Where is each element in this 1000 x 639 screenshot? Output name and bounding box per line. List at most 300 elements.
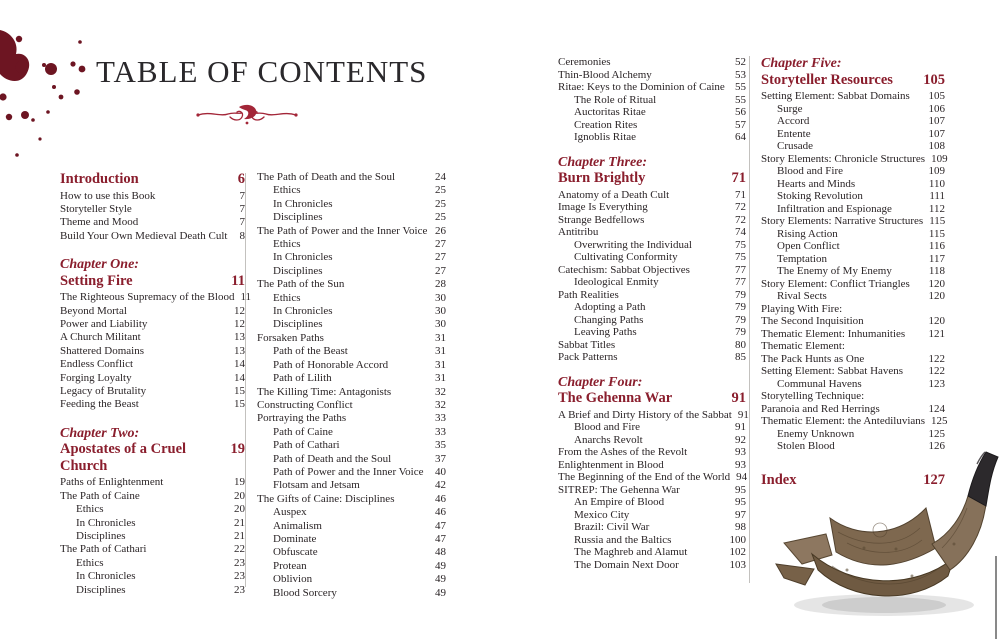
toc-entry-page: 111 bbox=[929, 190, 945, 202]
toc-entry-page: 79 bbox=[735, 288, 746, 301]
toc-chapter-title-row bbox=[60, 441, 245, 474]
toc-entry bbox=[60, 216, 245, 229]
toc-entry bbox=[558, 264, 746, 277]
toc-entry bbox=[257, 305, 446, 318]
toc-entry-label: Ethics bbox=[273, 238, 301, 251]
toc-entry-page: 110 bbox=[928, 177, 945, 190]
toc-entry-label: Rising Action bbox=[777, 227, 838, 240]
toc-chapter-title: Setting Fire bbox=[60, 272, 133, 289]
toc-entry-page: 19 bbox=[234, 476, 245, 489]
toc-entry bbox=[60, 398, 245, 411]
toc-entry-label: The Gifts of Caine: Disciplines bbox=[257, 492, 395, 505]
toc-entry-label: Ethics bbox=[76, 556, 104, 569]
toc-entry bbox=[761, 378, 945, 391]
toc-entry-page: 95 bbox=[735, 496, 746, 508]
toc-entry bbox=[257, 520, 446, 533]
toc-entry-page: 74 bbox=[735, 226, 746, 238]
toc-entry-label: An Empire of Blood bbox=[574, 496, 665, 508]
toc-entry-label: Storyteller Style bbox=[60, 202, 132, 215]
toc-entry-label: The Righteous Supremacy of the Blood bbox=[60, 291, 235, 304]
toc-entry-label: Overwriting the Individual bbox=[574, 238, 692, 251]
toc-entry-label: Legacy of Brutality bbox=[60, 384, 147, 397]
toc-chapter-heading bbox=[761, 56, 945, 88]
toc-entry-page: 47 bbox=[435, 519, 446, 532]
toc-chapter-kicker: Chapter Five: bbox=[761, 56, 842, 71]
toc-entry bbox=[257, 251, 446, 264]
toc-entry bbox=[558, 106, 746, 119]
toc-entry bbox=[558, 421, 746, 434]
toc-entry bbox=[257, 332, 446, 345]
toc-entry-page: 107 bbox=[928, 127, 945, 140]
toc-entry-label: Open Conflict bbox=[777, 240, 840, 252]
toc-entry-page: 30 bbox=[435, 291, 446, 304]
toc-entry-label: Setting Element: Sabbat Domains bbox=[761, 90, 910, 102]
toc-entry bbox=[257, 171, 446, 184]
toc-entry-page: 71 bbox=[735, 188, 746, 201]
toc-column-4 bbox=[761, 56, 948, 490]
toc-entry bbox=[558, 289, 746, 302]
toc-entry-page: 25 bbox=[435, 211, 446, 224]
toc-entry-page: 14 bbox=[234, 358, 245, 371]
toc-entry-page: 46 bbox=[435, 506, 446, 519]
toc-entry-label: Flotsam and Jetsam bbox=[273, 479, 360, 492]
toc-entry bbox=[558, 534, 746, 547]
flourish-ornament bbox=[194, 101, 300, 132]
toc-entry-page: 115 bbox=[929, 215, 946, 227]
column-divider-left-page bbox=[245, 173, 246, 587]
toc-entry-label: Enlightenment in Blood bbox=[558, 458, 664, 471]
toc-entry bbox=[761, 190, 945, 203]
toc-entry-label: Communal Havens bbox=[777, 377, 862, 390]
toc-entry-label: Story Elements: Narrative Structures bbox=[761, 215, 924, 227]
toc-entry bbox=[761, 128, 945, 141]
toc-entry bbox=[257, 533, 446, 546]
toc-entry bbox=[558, 351, 746, 364]
toc-entry-label: In Chronicles bbox=[273, 305, 333, 318]
toc-chapter-page: 105 bbox=[923, 71, 945, 88]
toc-entry-page: 7 bbox=[239, 216, 245, 229]
toc-entry bbox=[257, 399, 446, 412]
toc-entry bbox=[761, 90, 945, 103]
toc-chapter-title: Storyteller Resources bbox=[761, 71, 893, 88]
toc-entry bbox=[761, 165, 945, 178]
toc-entry-label: In Chronicles bbox=[76, 516, 136, 529]
toc-entry bbox=[257, 573, 446, 586]
toc-entry-label: Leaving Paths bbox=[574, 326, 637, 338]
toc-entry bbox=[257, 439, 446, 452]
toc-entry bbox=[558, 546, 746, 559]
toc-entry-label: Ethics bbox=[76, 503, 104, 516]
toc-entry-page: 94 bbox=[736, 471, 748, 483]
toc-entry bbox=[257, 546, 446, 559]
toc-entry-page: 80 bbox=[735, 338, 746, 351]
broken-horn-image bbox=[772, 448, 1000, 628]
toc-entry-label: Disciplines bbox=[76, 529, 126, 542]
toc-entry bbox=[558, 484, 746, 497]
toc-entry-page: 15 bbox=[234, 384, 245, 397]
toc-entry-label: Brazil: Civil War bbox=[574, 521, 650, 533]
toc-entry-page: 23 bbox=[234, 556, 245, 569]
toc-entry-label: How to use this Book bbox=[60, 189, 156, 202]
toc-entry-page: 103 bbox=[729, 558, 746, 571]
toc-entry-page: 20 bbox=[234, 489, 245, 502]
toc-entry-page: 31 bbox=[435, 345, 446, 358]
toc-entry-label: In Chronicles bbox=[273, 197, 333, 210]
toc-entry-page: 25 bbox=[435, 197, 446, 210]
toc-entry bbox=[558, 301, 746, 314]
toc-entry-label: Blood and Fire bbox=[574, 421, 640, 433]
toc-entry-page: 20 bbox=[234, 503, 245, 516]
toc-entry-label: Pack Patterns bbox=[558, 351, 618, 363]
toc-entry-page: 126 bbox=[928, 440, 945, 452]
toc-entry-page: 33 bbox=[435, 425, 446, 438]
toc-entry-label: Auctoritas Ritae bbox=[574, 106, 646, 118]
toc-entry-page: 15 bbox=[234, 398, 245, 411]
toc-entry bbox=[60, 190, 245, 203]
toc-entry-label: The Role of Ritual bbox=[574, 93, 657, 106]
toc-entry-label: Animalism bbox=[273, 519, 322, 532]
toc-entry-label: Theme and Mood bbox=[60, 216, 139, 229]
toc-entry-page: 72 bbox=[735, 213, 746, 226]
toc-entry-label: Image Is Everything bbox=[558, 201, 648, 213]
toc-entry bbox=[257, 560, 446, 573]
toc-entry-label: Ceremonies bbox=[558, 56, 611, 68]
toc-entry-label: Rival Sects bbox=[777, 290, 827, 302]
toc-entry-label: The Second Inquisition bbox=[761, 315, 864, 327]
toc-entry-page: 115 bbox=[928, 227, 945, 240]
page-title: TABLE OF CONTENTS bbox=[96, 54, 428, 89]
toc-entry-label: Stolen Blood bbox=[777, 440, 835, 452]
toc-entry-label: The Killing Time: Antagonists bbox=[257, 385, 392, 398]
toc-entry-label: The Path of Power and the Inner Voice bbox=[257, 224, 428, 237]
toc-entry-page: 108 bbox=[928, 140, 945, 152]
toc-entry-page: 91 bbox=[735, 421, 746, 433]
toc-section-gap bbox=[60, 243, 245, 257]
toc-entry-label: Endless Conflict bbox=[60, 358, 134, 371]
toc-entry-page: 7 bbox=[239, 202, 245, 215]
toc-entry-label: The Pack Hunts as One bbox=[761, 352, 865, 365]
toc-entry-page: 49 bbox=[435, 559, 446, 572]
toc-entry bbox=[761, 228, 945, 241]
toc-entry-page: 100 bbox=[729, 533, 746, 546]
toc-entry bbox=[558, 314, 746, 327]
toc-entry-label: Thematic Element: Inhumanities bbox=[761, 327, 906, 340]
toc-entry bbox=[558, 131, 746, 144]
toc-entry-page: 32 bbox=[435, 385, 446, 398]
toc-chapter-page: 91 bbox=[731, 390, 746, 406]
toc-chapter-kicker: Chapter Four: bbox=[558, 374, 643, 390]
toc-entry-page: 40 bbox=[435, 465, 446, 478]
toc-entry-label: Shattered Domains bbox=[60, 344, 145, 357]
toc-entry-page: 125 bbox=[928, 427, 945, 440]
toc-entry bbox=[257, 506, 446, 519]
toc-entry-label: The Path of Death and the Soul bbox=[257, 171, 396, 183]
toc-entry-page: 85 bbox=[735, 351, 746, 363]
toc-entry bbox=[60, 557, 245, 570]
toc-entry bbox=[558, 81, 746, 94]
toc-entry bbox=[761, 178, 945, 191]
toc-entry-label: Protean bbox=[273, 559, 307, 572]
toc-entry bbox=[60, 345, 245, 358]
toc-entry-page: 116 bbox=[928, 240, 945, 252]
toc-entry bbox=[761, 253, 945, 266]
toc-entry bbox=[257, 493, 446, 506]
toc-entry bbox=[761, 328, 945, 341]
toc-chapter-page: 19 bbox=[230, 441, 245, 458]
toc-entry-label: Obfuscate bbox=[273, 546, 318, 559]
toc-entry-label: Path of Power and the Inner Voice bbox=[273, 465, 424, 478]
toc-entry-page: 75 bbox=[735, 238, 746, 251]
toc-entry-page: 47 bbox=[435, 532, 446, 545]
toc-entry bbox=[558, 521, 746, 534]
toc-entry-label: Oblivion bbox=[273, 573, 313, 586]
toc-entry-label: A Church Militant bbox=[60, 331, 141, 344]
toc-entry-page: 117 bbox=[928, 252, 945, 265]
toc-entry-label: The Maghreb and Alamut bbox=[574, 546, 688, 558]
toc-entry-label: Setting Element: Sabbat Havens bbox=[761, 365, 904, 377]
toc-entry bbox=[60, 543, 245, 556]
toc-entry-label: In Chronicles bbox=[76, 570, 136, 583]
toc-entry-label: SITREP: The Gehenna War bbox=[558, 483, 680, 496]
toc-entry bbox=[558, 559, 746, 572]
toc-entry bbox=[761, 265, 945, 278]
toc-entry-label: Entente bbox=[777, 127, 811, 140]
toc-chapter-title: Introduction bbox=[60, 171, 139, 187]
toc-entry-page: 97 bbox=[735, 508, 746, 521]
toc-entry bbox=[60, 358, 245, 371]
toc-entry-label: The Enemy of My Enemy bbox=[777, 265, 892, 277]
toc-entry-page: 12 bbox=[234, 304, 245, 317]
toc-entry-label: Story Element: Conflict Triangles bbox=[761, 277, 910, 290]
toc-entry bbox=[558, 509, 746, 522]
toc-chapter-title: Index bbox=[761, 471, 797, 488]
column-divider-right-page bbox=[749, 56, 750, 583]
toc-entry-page: 122 bbox=[928, 352, 945, 365]
toc-entry-label: Blood Sorcery bbox=[273, 586, 337, 599]
toc-entry-label: Crusade bbox=[777, 140, 814, 152]
toc-entry-label: Thematic Element: the Antediluvians bbox=[761, 415, 926, 427]
toc-entry bbox=[60, 517, 245, 530]
toc-entry-label: Ritae: Keys to the Dominion of Caine bbox=[558, 81, 725, 93]
toc-entry-page: 24 bbox=[435, 171, 446, 183]
toc-entry-label: Ideological Enmity bbox=[574, 276, 659, 288]
toc-entry-label: Path of the Beast bbox=[273, 345, 348, 358]
toc-entry-page: 13 bbox=[234, 344, 245, 357]
page-edge-shadow bbox=[995, 556, 997, 639]
toc-entry bbox=[60, 331, 245, 344]
toc-chapter-title: The Gehenna War bbox=[558, 390, 673, 406]
toc-entry-label: Disciplines bbox=[273, 211, 323, 224]
toc-entry-page: 55 bbox=[735, 93, 746, 106]
toc-entry-label: Disciplines bbox=[76, 583, 126, 596]
toc-entry bbox=[60, 305, 245, 318]
toc-entry-label: Adopting a Path bbox=[574, 301, 646, 313]
toc-entry-label: Dominate bbox=[273, 532, 317, 545]
toc-entry bbox=[558, 434, 746, 447]
toc-entry-page: 22 bbox=[234, 543, 245, 556]
toc-entry-label: Antitribu bbox=[558, 226, 599, 238]
toc-entry-label: Playing With Fire: bbox=[761, 302, 843, 315]
toc-entry bbox=[257, 466, 446, 479]
toc-entry-line1 bbox=[761, 303, 945, 316]
toc-entry-label: Stoking Revolution bbox=[777, 190, 863, 202]
toc-entry-label: In Chronicles bbox=[273, 251, 333, 264]
toc-entry-label: Anarchs Revolt bbox=[574, 433, 643, 446]
toc-entry-label: Path Realities bbox=[558, 288, 619, 301]
toc-entry bbox=[761, 140, 945, 153]
toc-entry bbox=[558, 189, 746, 202]
toc-entry-page: 93 bbox=[735, 446, 746, 458]
toc-entry-page: 75 bbox=[735, 251, 746, 263]
toc-entry-label: Auspex bbox=[273, 506, 307, 519]
toc-entry-label: Portraying the Paths bbox=[257, 412, 347, 425]
toc-entry bbox=[60, 570, 245, 583]
toc-chapter-heading bbox=[558, 375, 746, 407]
toc-column-3 bbox=[558, 56, 749, 571]
toc-entry bbox=[257, 318, 446, 331]
toc-chapter-page: 6 bbox=[237, 171, 245, 187]
blood-splatter-icon bbox=[0, 8, 130, 173]
toc-entry-page: 118 bbox=[928, 265, 945, 277]
toc-entry bbox=[257, 372, 446, 385]
toc-entry-page: 122 bbox=[928, 365, 945, 377]
toc-entry-page: 64 bbox=[735, 131, 746, 143]
toc-entry-page: 91 bbox=[737, 408, 749, 421]
toc-entry-page: 79 bbox=[735, 326, 746, 338]
toc-entry-page: 112 bbox=[928, 202, 945, 215]
toc-entry-line2 bbox=[761, 315, 945, 328]
toc-entry bbox=[558, 226, 746, 239]
toc-entry bbox=[558, 446, 746, 459]
toc-chapter-title-row bbox=[60, 171, 245, 188]
toc-entry bbox=[558, 326, 746, 339]
toc-entry bbox=[761, 365, 945, 378]
toc-entry-page: 109 bbox=[931, 152, 948, 165]
toc-entry-page: 8 bbox=[239, 229, 245, 242]
toc-entry-page: 109 bbox=[928, 165, 945, 177]
toc-entry-page: 33 bbox=[435, 412, 446, 425]
toc-entry-label: Mexico City bbox=[574, 508, 630, 521]
toc-entry-label: Paths of Enlightenment bbox=[60, 476, 164, 489]
toc-entry-label: Changing Paths bbox=[574, 313, 644, 326]
toc-entry-page: 102 bbox=[729, 546, 746, 558]
toc-entry-page: 11 bbox=[240, 291, 252, 304]
toc-entry-page: 48 bbox=[435, 546, 446, 559]
toc-entry-label: Disciplines bbox=[273, 318, 323, 331]
toc-entry bbox=[558, 56, 746, 69]
toc-entry bbox=[60, 318, 245, 331]
toc-entry-line2 bbox=[761, 403, 945, 416]
toc-entry-label: The Path of Caine bbox=[60, 489, 140, 502]
toc-entry bbox=[60, 385, 245, 398]
toc-entry-label: The Path of the Sun bbox=[257, 278, 345, 291]
toc-entry-label: Build Your Own Medieval Death Cult bbox=[60, 229, 228, 242]
toc-entry-page: 30 bbox=[435, 305, 446, 318]
toc-chapter-title-row bbox=[60, 273, 245, 290]
toc-entry-page: 25 bbox=[435, 184, 446, 197]
toc-chapter-page: 127 bbox=[923, 471, 945, 488]
toc-entry-label: Blood and Fire bbox=[777, 165, 843, 177]
toc-entry-line2 bbox=[761, 353, 945, 366]
broken-drinking-horn-photo bbox=[772, 448, 1000, 633]
toc-entry bbox=[257, 453, 446, 466]
toc-entry-page: 31 bbox=[435, 372, 446, 385]
toc-section-gap bbox=[558, 144, 746, 155]
toc-entry bbox=[60, 203, 245, 216]
toc-entry-label: Cultivating Conformity bbox=[574, 251, 678, 263]
toc-entry-label: Enemy Unknown bbox=[777, 427, 855, 440]
toc-entry bbox=[558, 119, 746, 132]
toc-entry bbox=[60, 476, 245, 489]
toc-chapter-title-row bbox=[558, 170, 746, 187]
toc-entry-label: Path of Caine bbox=[273, 425, 333, 438]
toc-entry bbox=[257, 225, 446, 238]
toc-entry bbox=[60, 291, 252, 304]
toc-entry-page: 21 bbox=[234, 529, 245, 542]
toc-entry bbox=[257, 386, 446, 399]
toc-entry bbox=[257, 265, 446, 278]
toc-entry bbox=[257, 412, 446, 425]
toc-entry-label: Hearts and Minds bbox=[777, 177, 856, 190]
toc-entry-page: 120 bbox=[928, 290, 945, 302]
toc-chapter-kicker: Chapter Two: bbox=[60, 425, 140, 441]
toc-entry-page: 23 bbox=[234, 570, 245, 583]
toc-entry-page: 35 bbox=[435, 439, 446, 452]
toc-entry bbox=[558, 496, 746, 509]
toc-entry-page: 46 bbox=[435, 492, 446, 505]
toc-entry-label: Storytelling Technique: bbox=[761, 390, 865, 402]
toc-entry-label: Ethics bbox=[273, 184, 301, 197]
toc-entry-label: Forsaken Paths bbox=[257, 331, 324, 344]
toc-entry-label: Accord bbox=[777, 115, 810, 127]
toc-entry bbox=[558, 251, 746, 264]
toc-entry bbox=[761, 290, 945, 303]
toc-entry-label: Sabbat Titles bbox=[558, 338, 616, 351]
toc-entry-label: Story Elements: Chronicle Structures bbox=[761, 152, 926, 165]
toc-chapter-heading bbox=[60, 426, 245, 475]
toc-entry-label: Path of Honorable Accord bbox=[273, 358, 389, 371]
toc-entry bbox=[257, 479, 446, 492]
toc-entry-page: 95 bbox=[735, 483, 746, 496]
toc-entry bbox=[60, 530, 245, 543]
toc-entry-label: Infiltration and Espionage bbox=[777, 202, 892, 215]
toc-entry-page: 31 bbox=[435, 331, 446, 344]
toc-entry-page: 79 bbox=[735, 301, 746, 313]
blood-splatter-decoration bbox=[0, 8, 130, 178]
toc-entry bbox=[60, 584, 245, 597]
toc-entry bbox=[558, 201, 746, 214]
toc-chapter-title: Apostates of a Cruel Church bbox=[60, 441, 187, 474]
toc-entry bbox=[761, 215, 945, 228]
toc-chapter-title-row bbox=[761, 72, 945, 89]
toc-entry bbox=[257, 211, 446, 224]
toc-entry bbox=[257, 238, 446, 251]
toc-entry-page: 56 bbox=[735, 106, 746, 118]
toc-entry-label: Path of Lilith bbox=[273, 372, 332, 385]
toc-entry bbox=[558, 408, 749, 422]
toc-entry bbox=[761, 340, 945, 365]
toc-entry-page: 26 bbox=[435, 224, 446, 237]
toc-entry-label: From the Ashes of the Revolt bbox=[558, 446, 688, 458]
toc-entry bbox=[558, 214, 746, 227]
toc-entry-page: 55 bbox=[735, 81, 746, 93]
toc-chapter-page: 71 bbox=[731, 170, 746, 186]
toc-entry bbox=[257, 345, 446, 358]
toc-entry-label: Path of Death and the Soul bbox=[273, 452, 392, 465]
toc-chapter-kicker: Chapter Three: bbox=[558, 154, 648, 170]
toc-entry-page: 27 bbox=[435, 238, 446, 251]
toc-entry-line1 bbox=[761, 340, 945, 353]
